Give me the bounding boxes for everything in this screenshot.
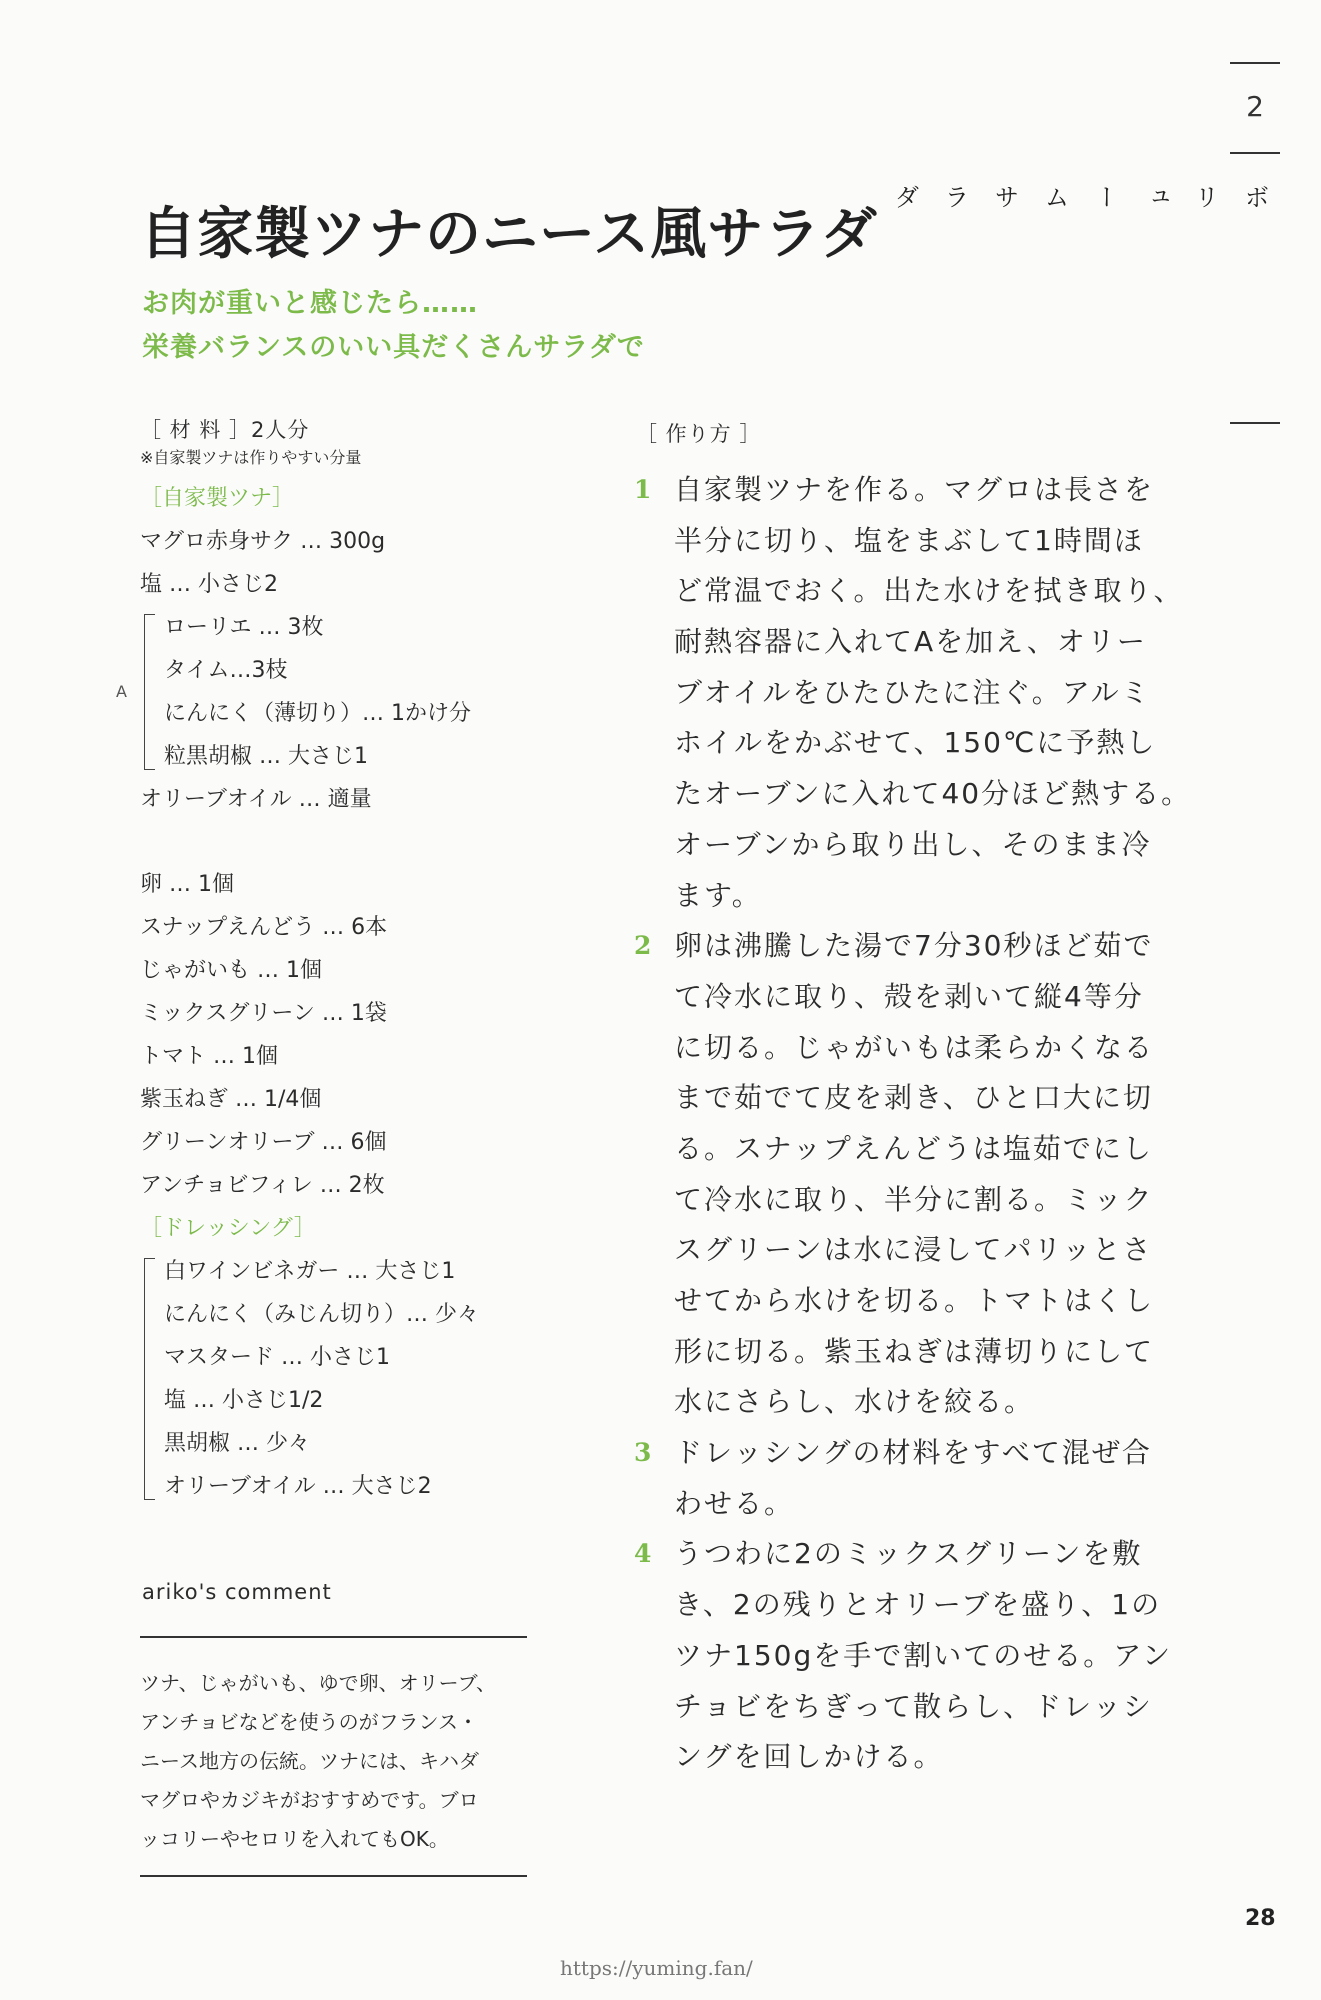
- chapter-name: ボリュームサラダ: [891, 184, 1270, 211]
- comment-line: ツナ、じゃがいも、ゆで卵、オリーブ、: [140, 1671, 496, 1695]
- step-text-line: チョビをちぎって散らし、ドレッシ: [674, 1689, 1153, 1723]
- comment-line: ッコリーやセロリを入れてもOK。: [140, 1827, 449, 1851]
- step-text-line: 卵は沸騰した湯で7分30秒ほど茹で: [674, 929, 1154, 963]
- ingredient-item: アンチョビフィレ … 2枚: [140, 1173, 385, 1198]
- step-text-line: き、2の残りとオリーブを盛り、1の: [674, 1588, 1162, 1622]
- ingredient-item: 塩 … 小さじ2: [140, 572, 278, 597]
- ingredient-item: マスタード … 小さじ1: [164, 1345, 390, 1370]
- step-text-line: わせる。: [674, 1486, 795, 1520]
- step-text-line: ど常温でおく。出た水けを拭き取り、: [674, 574, 1184, 608]
- step-number: 1: [634, 475, 652, 504]
- step-number: 2: [634, 931, 652, 961]
- tab-rule-bottom: [1230, 422, 1280, 424]
- ingredient-item: 粒黒胡椒 … 大さじ1: [164, 744, 368, 769]
- ingredient-item: にんにく（薄切り）… 1かけ分: [164, 701, 471, 726]
- ingredient-item: タイム…3枝: [164, 658, 288, 683]
- lead-line: お肉が重いと感じたら……: [142, 288, 478, 319]
- step-text-line: に切る。じゃがいもは柔らかくなる: [674, 1030, 1155, 1064]
- step-text-line: て冷水に取り、殻を剥いて縦4等分: [674, 979, 1144, 1013]
- comment-line: アンチョビなどを使うのがフランス・: [140, 1710, 478, 1734]
- ingredient-item: マグロ赤身サク … 300g: [140, 529, 386, 554]
- step-text-line: ます。: [674, 878, 762, 912]
- step-text-line: る。スナップえんどうは塩茹でにし: [674, 1131, 1153, 1165]
- ingredient-item: ローリエ … 3枚: [164, 615, 324, 640]
- tuna-section-heading: ［自家製ツナ］: [140, 486, 295, 511]
- step-text-line: 耐熱容器に入れてAを加え、オリー: [674, 625, 1147, 659]
- step-number: 4: [634, 1539, 652, 1569]
- ingredient-item: オリーブオイル … 大さじ2: [164, 1474, 432, 1499]
- ingredient-item: ミックスグリーン … 1袋: [140, 1001, 387, 1026]
- ingredient-item: トマト … 1個: [140, 1044, 278, 1069]
- step-text-line: ツナ150gを手で割いてのせる。アン: [674, 1638, 1173, 1672]
- ingredient-item: にんにく（みじん切り）… 少々: [164, 1302, 479, 1327]
- comment-body: [140, 1664, 540, 1859]
- ingredients-note: ※自家製ツナは作りやすい分量: [140, 448, 362, 467]
- ingredients-list: [116, 413, 580, 1508]
- step-text-line: せてから水けを切る。トマトはくし: [674, 1284, 1155, 1317]
- step-text-line: ドレッシングの材料をすべて混ぜ合: [674, 1436, 1152, 1470]
- comment-rule-top: [140, 1636, 527, 1638]
- step-text-line: ングを回しかける。: [674, 1740, 944, 1774]
- ingredient-item: 白ワインビネガー … 大さじ1: [164, 1259, 456, 1284]
- method-step: [632, 921, 1212, 1428]
- ingredient-item: 紫玉ねぎ … 1/4個: [140, 1087, 322, 1112]
- ingredient-group-dressing: [140, 1250, 580, 1508]
- ingredient-item: 卵 … 1個: [140, 872, 234, 897]
- ingredient-item: 黒胡椒 … 少々: [164, 1431, 310, 1456]
- method-step: [632, 1529, 1212, 1782]
- tab-rule-middle: [1230, 152, 1280, 154]
- step-text-line: 自家製ツナを作る。マグロは長さを: [674, 473, 1155, 506]
- step-text-line: て冷水に取り、半分に割る。ミック: [674, 1182, 1154, 1216]
- step-text-line: 形に切る。紫玉ねぎは薄切りにして: [674, 1334, 1155, 1368]
- step-text-line: スグリーンは水に浸してパリッとさ: [674, 1233, 1153, 1267]
- comment-line: ニース地方の伝統。ツナには、キハダ: [140, 1749, 479, 1773]
- group-label: A: [116, 682, 127, 701]
- step-number: 3: [634, 1438, 652, 1468]
- method-step: [632, 1428, 1212, 1529]
- ingredient-item: スナップえんどう … 6本: [140, 915, 388, 940]
- step-text-line: たオーブンに入れて40分ほど熱する。: [674, 777, 1192, 811]
- ingredient-item: オリーブオイル … 適量: [140, 787, 372, 812]
- step-text-line: 半分に切り、塩をまぶして1時間ほ: [674, 523, 1144, 557]
- dressing-section-heading: ［ドレッシング］: [140, 1216, 316, 1241]
- step-text-line: 水にさらし、水けを絞る。: [674, 1385, 1035, 1419]
- step-text-line: ホイルをかぶせて、150℃に予熱し: [674, 726, 1157, 760]
- ingredient-item: 塩 … 小さじ1/2: [164, 1388, 324, 1413]
- step-text-line: ブオイルをひたひたに注ぐ。アルミ: [674, 675, 1151, 709]
- method-step: [632, 465, 1212, 921]
- recipe-title: 自家製ツナのニース風サラダ: [140, 202, 878, 267]
- source-url: https://yuming.fan/: [560, 1956, 753, 1980]
- comment-rule-bottom: [140, 1875, 527, 1877]
- comment-line: マグロやカジキがおすすめです。ブロ: [140, 1788, 479, 1812]
- group-bracket: [144, 1258, 155, 1500]
- ingredient-item: グリーンオリーブ … 6個: [140, 1130, 387, 1155]
- page-number: 28: [1245, 1906, 1276, 1931]
- ingredients-heading: ［ 材 料 ］2人分: [140, 418, 310, 442]
- comment-heading: ariko's comment: [142, 1580, 332, 1604]
- lead-line: 栄養バランスのいい具だくさんサラダで: [142, 332, 645, 363]
- tab-rule-top: [1230, 62, 1280, 64]
- method-heading: ［ 作り方 ］: [636, 422, 762, 446]
- ingredient-group-a: [116, 606, 580, 778]
- group-bracket: [144, 614, 155, 770]
- step-text-line: うつわに2のミックスグリーンを敷: [674, 1537, 1143, 1571]
- step-text-line: まで茹でて皮を剥き、ひと口大に切: [674, 1081, 1153, 1115]
- ingredient-item: じゃがいも … 1個: [140, 958, 322, 983]
- chapter-number: 2: [1246, 90, 1264, 123]
- spacer: [140, 821, 580, 863]
- method-steps: [632, 465, 1212, 1783]
- step-text-line: オーブンから取り出し、そのまま冷: [674, 827, 1152, 861]
